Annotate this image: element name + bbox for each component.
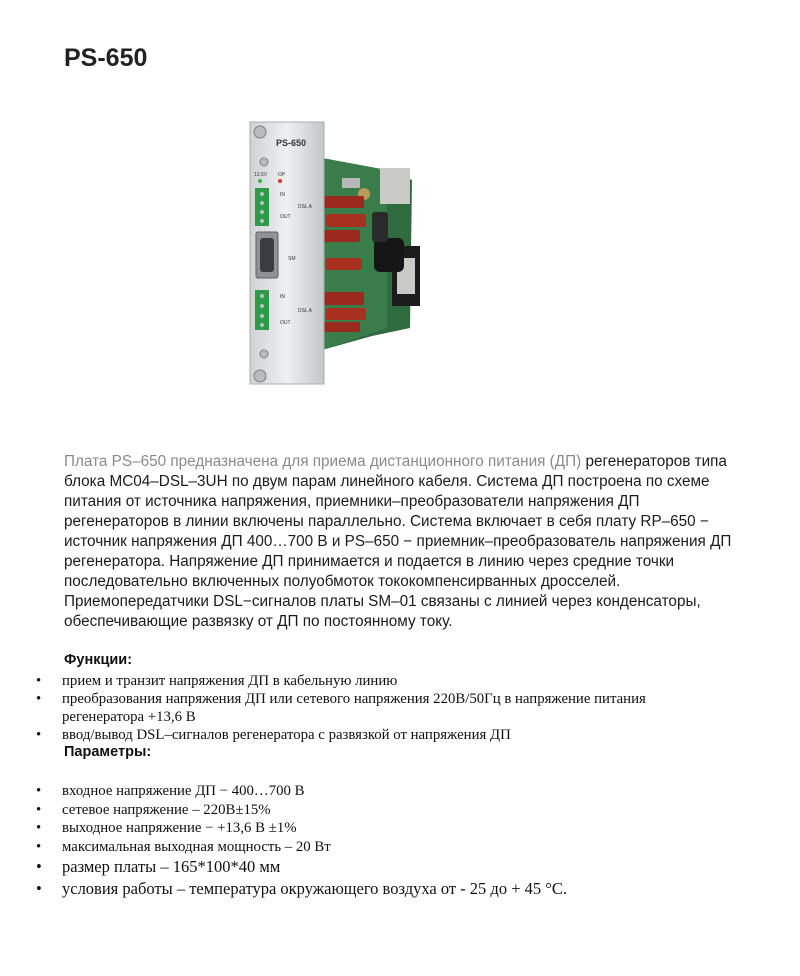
bullet: • — [36, 801, 42, 818]
led-green — [258, 179, 262, 183]
led-red — [278, 179, 282, 183]
functions-heading: Функции: — [64, 652, 133, 668]
bullet: • — [36, 783, 42, 799]
list-item: • максимальная выходная мощность – 20 Вт — [36, 838, 331, 855]
panel-screw-mid — [260, 158, 268, 166]
list-item: • размер платы – 165*100*40 мм — [36, 857, 281, 876]
functions-list — [0, 672, 702, 744]
list-item: • прием и транзит напряжения ДП в кабельную линию — [36, 673, 398, 689]
panel-label-out2: OUT — [280, 320, 291, 326]
terminal-block-upper — [255, 188, 269, 226]
bullet: • — [36, 857, 42, 876]
list-item: • сетевое напряжение – 220В±15% — [36, 801, 271, 818]
panel-screw-bottom — [254, 370, 266, 382]
list-item: • условия работы – температура окружающего воздуха от - 25 до + 45 °С. — [36, 879, 567, 898]
parameters-heading: Параметры: — [64, 744, 152, 760]
description-body: регенераторов типа блока MC04–DSL–3UH по двум парам линейного кабеля. Система ДП построена по схеме питания от источника напряжения, приемники–преобразователи напряжения ДП регенераторов в линии включены параллельно. Система включает в себя плату RP–650 − источник напряжения ДП 400…700 В и PS–650 − приемник–преобразователь напряжения ДП регенератора. Напряжение ДП принимается и подается в линию через средние точки последовательно включенных полуобмоток тококомпенсирванных дросселей. Приемопередатчики DSL−сигналов платы SM–01 связаны с линией через конденсаторы, обеспечивающие развязку от ДП по постоянному току. — [64, 453, 732, 630]
bullet: • — [36, 820, 42, 836]
list-item: • ввод/вывод DSL–сигналов регенератора с развязкой от напряжения ДП — [36, 727, 511, 743]
panel-label-in1: IN — [280, 192, 285, 198]
panel-label-op: OP — [278, 172, 286, 178]
bullet: • — [36, 673, 42, 689]
db9-connector — [256, 232, 278, 278]
panel-label-dsl1: DSL A — [298, 204, 312, 210]
bullet: • — [36, 879, 42, 898]
panel-label-out1: OUT — [280, 214, 291, 220]
bullet: • — [36, 838, 42, 855]
description — [64, 452, 744, 632]
list-item: • преобразования напряжения ДП или сетевого напряжения 220В/50Гц в напряжение питания регенератора +13,6 В — [36, 691, 646, 725]
product-photo — [222, 118, 432, 390]
parameters-list — [0, 782, 702, 900]
bullet: • — [36, 727, 42, 743]
panel-label-in2: IN — [280, 294, 285, 300]
capacitors — [324, 196, 366, 332]
panel-screw-top — [254, 126, 266, 138]
pcb-board — [322, 158, 420, 350]
list-item: • выходное напряжение − +13,6 В ±1% — [36, 820, 297, 836]
list-item: • входное напряжение ДП − 400…700 В — [36, 783, 305, 799]
terminal-block-lower — [255, 290, 269, 330]
panel-screw-low — [260, 350, 268, 358]
description-lead: Плата PS–650 предназначена для приема дистанционного питания (ДП) — [64, 453, 582, 470]
panel-label-sm: SM — [288, 256, 296, 262]
panel-label: PS-650 — [276, 138, 307, 148]
panel-label-v: 13.5V — [254, 172, 268, 178]
panel-label-dsl2: DSL A — [298, 308, 312, 314]
page-title: PS-650 — [64, 44, 148, 72]
bullet: • — [36, 691, 42, 707]
